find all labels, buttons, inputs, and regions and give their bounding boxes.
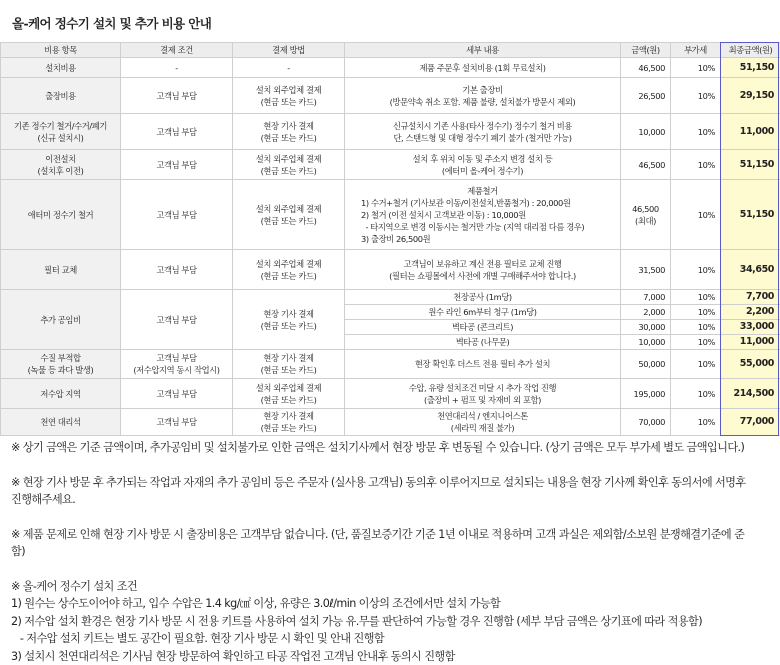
final-amount: 29,150 xyxy=(721,78,780,114)
note-product-defect: ※ 제품 문제로 인해 현장 기사 방문 시 출장비용은 고객부담 없습니다. (단, 품질보증기간 기준 1년 이내로 적용하며 고객 과실은 제외함/소보원 분쟁해결기준에 준 xyxy=(11,526,776,544)
price: 70,000 xyxy=(621,409,671,436)
final-amount: 7,700 xyxy=(721,290,780,305)
header-condition: 결제 조건 xyxy=(121,43,233,58)
payment-condition: 고객님 부담 xyxy=(121,290,233,350)
payment-condition: 고객님 부담 xyxy=(121,78,233,114)
final-amount: 51,150 xyxy=(721,150,780,180)
header-price: 금액(원) xyxy=(621,43,671,58)
price: 31,500 xyxy=(621,250,671,290)
detail: 벽타공 (나무문) xyxy=(345,335,621,350)
table-row xyxy=(1,150,780,180)
final-amount: 33,000 xyxy=(721,320,780,335)
price: 46,500 xyxy=(621,58,671,78)
vat: 10% xyxy=(671,180,721,250)
header-vat: 부가세 xyxy=(671,43,721,58)
vat: 10% xyxy=(671,305,721,320)
price: 195,000 xyxy=(621,379,671,409)
detail: 제품 주문후 설치비용 (1회 무료설치) xyxy=(345,58,621,78)
vat: 10% xyxy=(671,350,721,379)
detail: 기본 출장비 (방문약속 취소 포함. 제품 불량, 설치불가 방문시 제외) xyxy=(345,78,621,114)
final-amount: 34,650 xyxy=(721,250,780,290)
cost-item: 애터미 정수기 철거 xyxy=(1,180,121,250)
detail: 원수 라인 6m부터 청구 (1m당) xyxy=(345,305,621,320)
payment-method: 설치 외주업체 결제 (현금 또는 카드) xyxy=(233,250,345,290)
cost-item: 기존 정수기 철거/수거/폐기 (신규 설치시) xyxy=(1,114,121,150)
table-row xyxy=(1,250,780,290)
vat: 10% xyxy=(671,150,721,180)
final-amount: 11,000 xyxy=(721,335,780,350)
final-amount: 77,000 xyxy=(721,409,780,436)
detail: 신규설치시 기존 사용(타사 정수기) 정수기 철거 비용 단, 스탠드형 및 대형 정수기 폐기 불가 (철거만 가능) xyxy=(345,114,621,150)
price: 50,000 xyxy=(621,350,671,379)
note-price-basis: ※ 상기 금액은 기준 금액이며, 추가공임비 및 설치불가로 인한 금액은 설치기사께서 현장 방문 후 변동될 수 있습니다. (상기 금액은 모두 부가세 별도 금액입니다.) xyxy=(11,439,776,457)
detail: 벽타공 (콘크리트) xyxy=(345,320,621,335)
detail: 제품철거 1) 수거+철거 (기사보관 이동/이전설치,반품철거) : 20,000원 2) 철거 (이전 설치시 고객보관 이동) : 10,000원 - 타지역으로 변경 이동시는 철거만 가능 (지역 대리점 다름 경우) 3) 출장비 26,500원 xyxy=(345,180,621,250)
vat: 10% xyxy=(671,335,721,350)
payment-method: - xyxy=(233,58,345,78)
detail: 천장공사 (1m당) xyxy=(345,290,621,305)
payment-method: 설치 외주업체 결제 (현금 또는 카드) xyxy=(233,78,345,114)
price: 26,500 xyxy=(621,78,671,114)
final-amount: 55,000 xyxy=(721,350,780,379)
detail: 설치 후 위치 이동 및 주소지 변경 설치 등 (에터미 올-케어 정수기) xyxy=(345,150,621,180)
payment-condition: 고객님 부담 xyxy=(121,114,233,150)
detail: 천연대리석 / 엔지니어스톤 (세라믹 재질 불가) xyxy=(345,409,621,436)
final-amount: 11,000 xyxy=(721,114,780,150)
cost-item: 저수압 지역 xyxy=(1,379,121,409)
install-condition-3: 3) 설치시 천연대리석은 기사님 현장 방문하여 확인하고 타공 작업전 고객님 안내후 동의시 진행함 xyxy=(11,648,776,665)
note-product-defect-cont: 함) xyxy=(11,543,776,561)
vat: 10% xyxy=(671,379,721,409)
payment-condition: 고객님 부담 xyxy=(121,150,233,180)
detail: 수압, 유량 설치조건 미달 시 추가 작업 진행 (출장비 + 펌프 및 자재비 외 포함) xyxy=(345,379,621,409)
install-condition-2-sub: - 저수압 설치 키트는 별도 공간이 필요함. 현장 기사 방문 시 확인 및 안내 진행함 xyxy=(11,630,776,648)
payment-method: 현장 기사 결제 (현금 또는 카드) xyxy=(233,114,345,150)
payment-condition: 고객님 부담 (저수압지역 동시 작업시) xyxy=(121,350,233,379)
vat: 10% xyxy=(671,320,721,335)
vat: 10% xyxy=(671,114,721,150)
payment-method: 설치 외주업체 결제 (현금 또는 카드) xyxy=(233,180,345,250)
payment-condition: 고객님 부담 xyxy=(121,180,233,250)
install-conditions-heading: ※ 올-케어 정수기 설치 조건 xyxy=(11,578,776,596)
cost-item: 수질 부적합 (녹물 등 과다 발생) xyxy=(1,350,121,379)
cost-item: 설치비용 xyxy=(1,58,121,78)
price: 7,000 xyxy=(621,290,671,305)
final-amount: 51,150 xyxy=(721,180,780,250)
price: 30,000 xyxy=(621,320,671,335)
cost-item: 출장비용 xyxy=(1,78,121,114)
price: 10,000 xyxy=(621,114,671,150)
vat: 10% xyxy=(671,58,721,78)
payment-method: 설치 외주업체 결제 (현금 또는 카드) xyxy=(233,379,345,409)
vat: 10% xyxy=(671,78,721,114)
notes-section xyxy=(11,439,776,665)
cost-item: 필터 교체 xyxy=(1,250,121,290)
final-amount: 51,150 xyxy=(721,58,780,78)
table-row xyxy=(1,290,780,305)
table-row xyxy=(1,58,780,78)
table-row xyxy=(1,350,780,379)
page-title: 올-케어 정수기 설치 및 추가 비용 안내 xyxy=(12,14,211,32)
header-detail: 세부 내용 xyxy=(345,43,621,58)
payment-method: 현장 기사 결제 (현금 또는 카드) xyxy=(233,409,345,436)
table-header-row xyxy=(1,43,780,58)
table-row xyxy=(1,180,780,250)
payment-condition: 고객님 부담 xyxy=(121,409,233,436)
vat: 10% xyxy=(671,290,721,305)
cost-table xyxy=(0,42,780,436)
detail: 현장 확인후 더스트 전용 필터 추가 설치 xyxy=(345,350,621,379)
price: 46,500 (최대) xyxy=(621,180,671,250)
price: 2,000 xyxy=(621,305,671,320)
final-amount: 214,500 xyxy=(721,379,780,409)
vat: 10% xyxy=(671,409,721,436)
install-condition-1: 1) 원수는 상수도이어야 하고, 입수 수압은 1.4 kg/㎠ 이상, 유량은 3.0ℓ/min 이상의 조건에서만 설치 가능함 xyxy=(11,595,776,613)
detail: 고객님이 보유하고 계신 전용 필터로 교체 진행 (필터는 쇼핑몰에서 사전에 개별 구매해주셔야 합니다.) xyxy=(345,250,621,290)
cost-item: 추가 공임비 xyxy=(1,290,121,350)
table-row xyxy=(1,114,780,150)
header-method: 결제 방법 xyxy=(233,43,345,58)
payment-method: 현장 기사 결제 (현금 또는 카드) xyxy=(233,290,345,350)
payment-condition: - xyxy=(121,58,233,78)
final-amount: 2,200 xyxy=(721,305,780,320)
cost-item: 이전설치 (설치후 이전) xyxy=(1,150,121,180)
payment-condition: 고객님 부담 xyxy=(121,379,233,409)
payment-method: 설치 외주업체 결제 (현금 또는 카드) xyxy=(233,150,345,180)
price: 46,500 xyxy=(621,150,671,180)
payment-condition: 고객님 부담 xyxy=(121,250,233,290)
price: 10,000 xyxy=(621,335,671,350)
table-row xyxy=(1,409,780,436)
payment-method: 현장 기사 결제 (현금 또는 카드) xyxy=(233,350,345,379)
cost-item: 천연 대리석 xyxy=(1,409,121,436)
note-extra-work: ※ 현장 기사 방문 후 추가되는 작업과 자재의 추가 공임비 등은 주문자 (실사용 고객님) 동의후 이루어지므로 설치되는 내용을 현장 기사께 확인후 동의서에 서명후 xyxy=(11,474,776,492)
table-row xyxy=(1,379,780,409)
vat: 10% xyxy=(671,250,721,290)
table-row xyxy=(1,78,780,114)
header-final: 최종금액(원) xyxy=(721,43,780,58)
note-extra-work-cont: 진행해주세요. xyxy=(11,491,776,509)
header-item: 비용 항목 xyxy=(1,43,121,58)
install-condition-2: 2) 저수압 설치 환경은 현장 기사 방문 시 전용 키트를 사용하여 설치 가능 유.무를 판단하여 가능할 경우 진행함 (세부 부담 금액은 상기표에 따라 적용함) xyxy=(11,613,776,631)
